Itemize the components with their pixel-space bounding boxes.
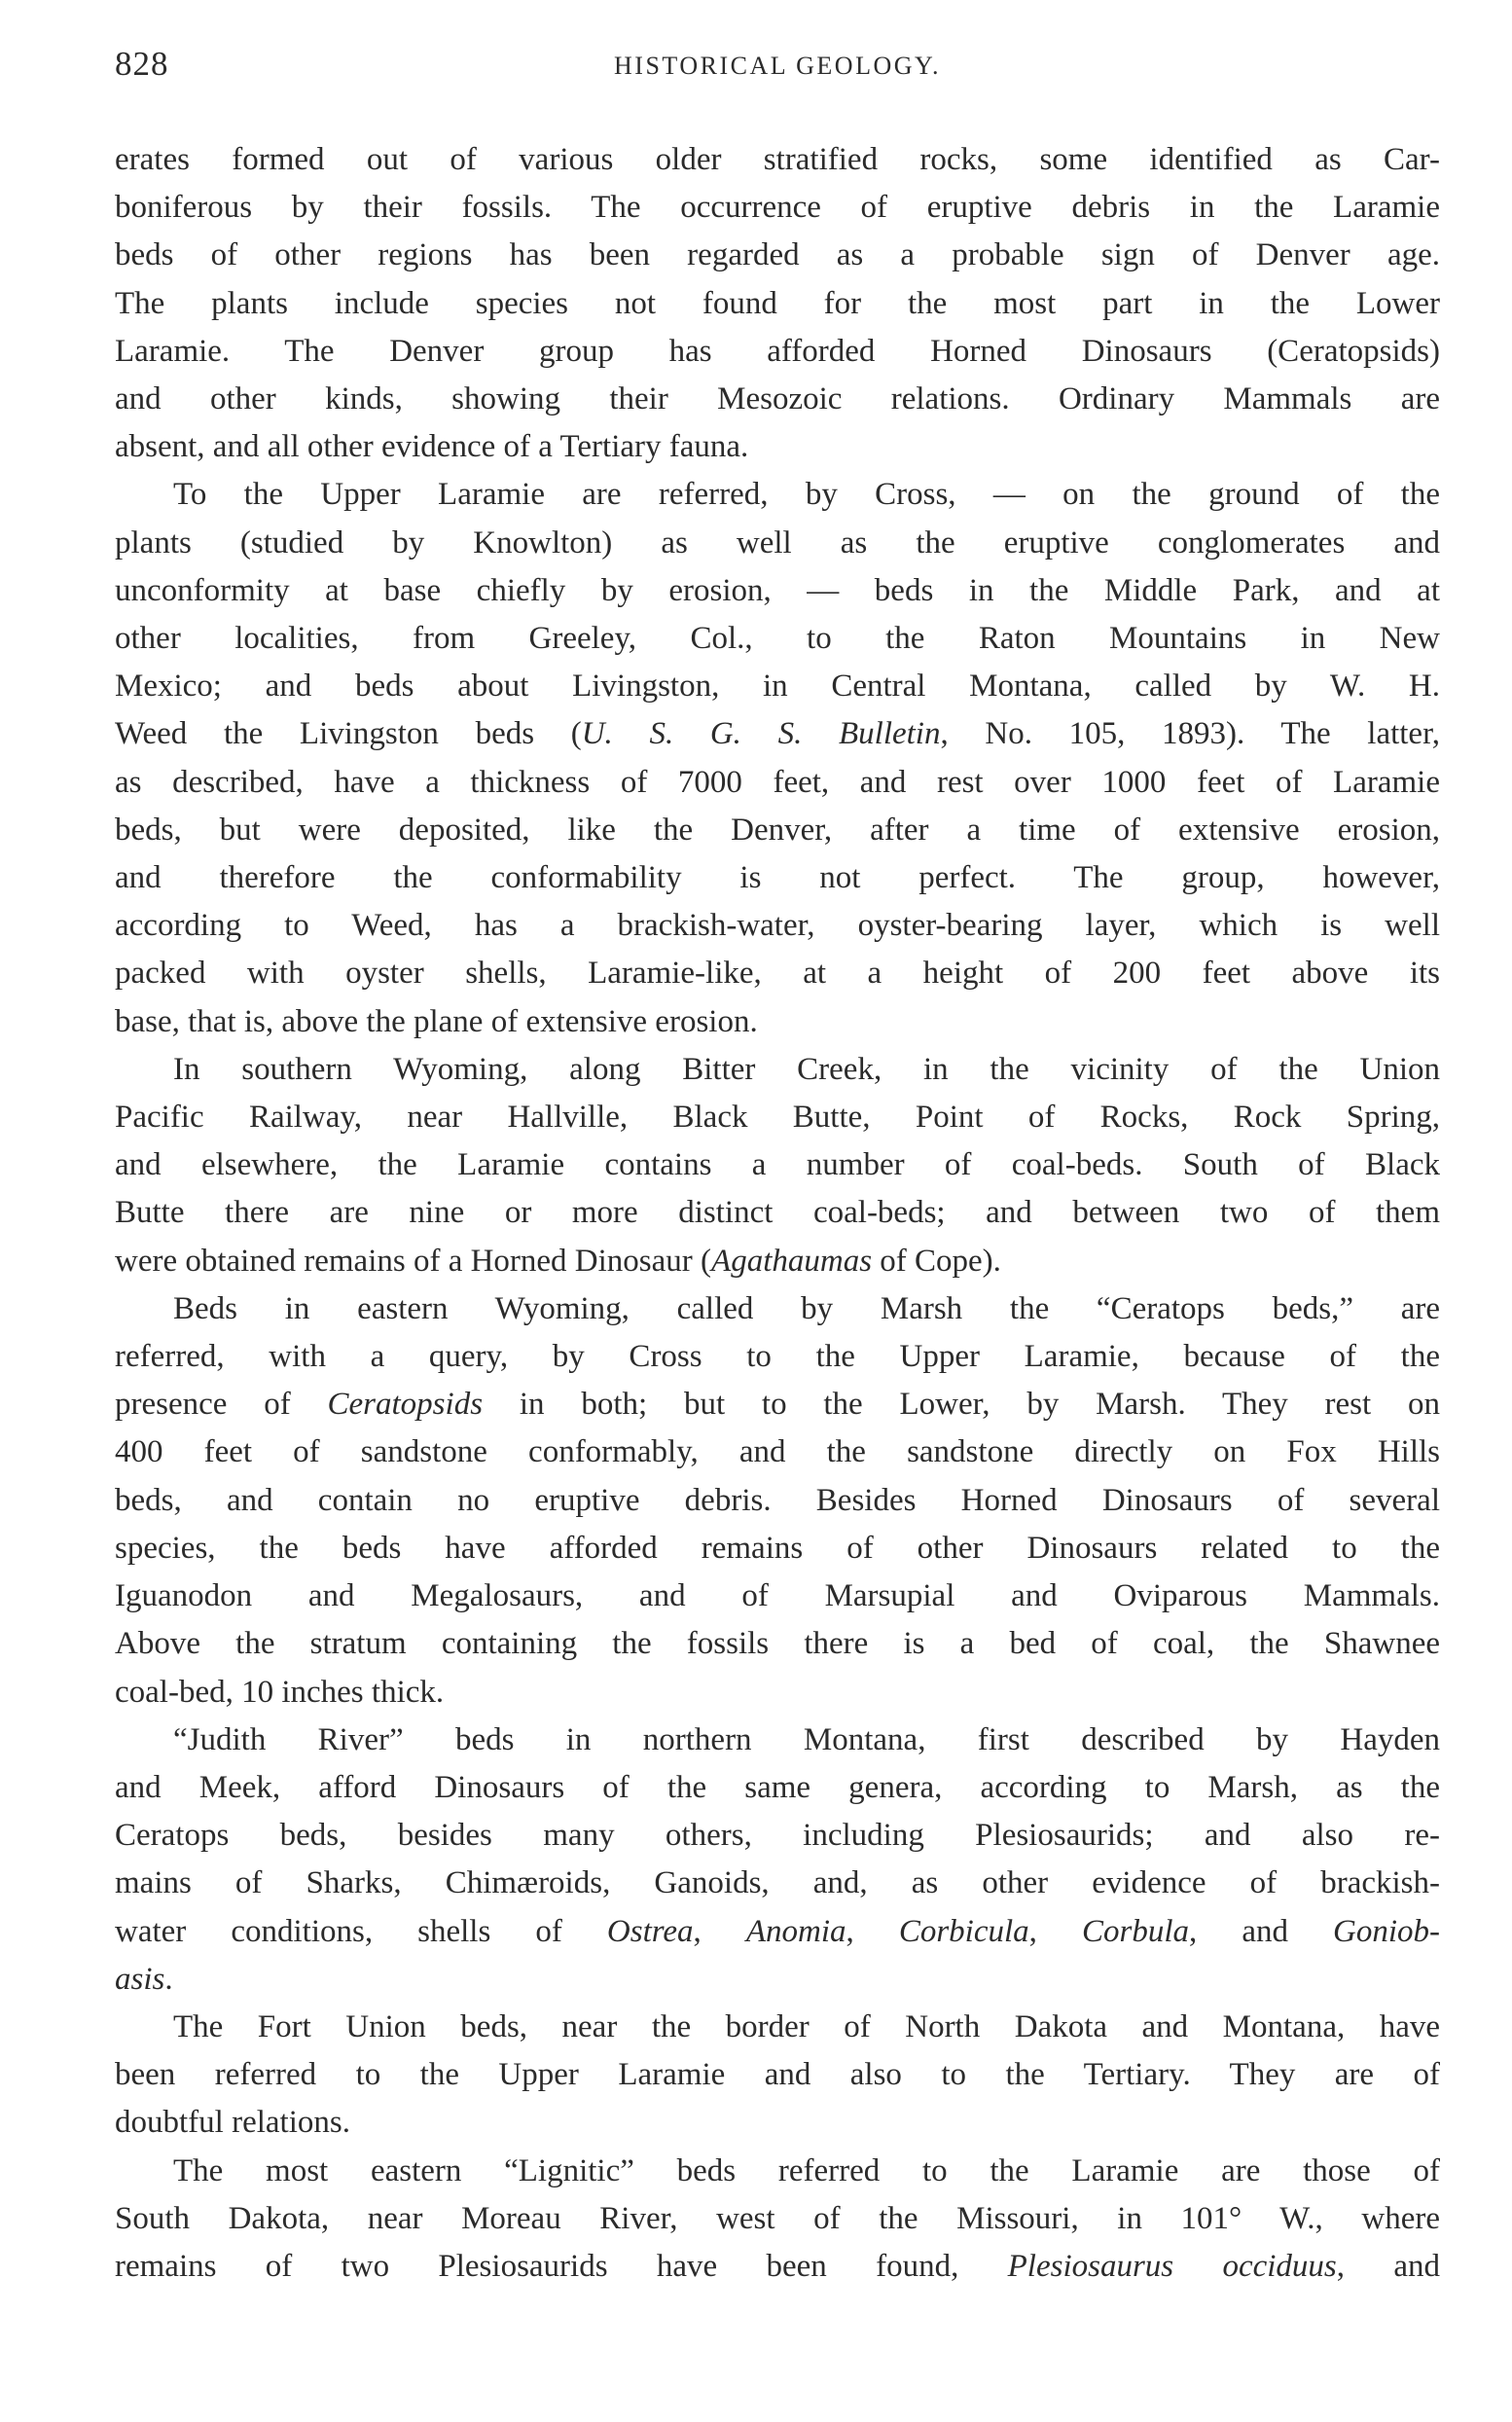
text-line: remains of two Plesiosaurids have been found, Plesiosaurus occiduus, and bbox=[115, 2248, 1440, 2284]
text-line: Iguanodon and Megalosaurs, and of Marsupial and Oviparous Mammals. bbox=[115, 1578, 1440, 1614]
text-line: The plants include species not found for the most part in the Lower bbox=[115, 285, 1440, 321]
text-line: were obtained remains of a Horned Dinosaur (Agathaumas of Cope). bbox=[115, 1243, 1001, 1279]
text-line: In southern Wyoming, along Bitter Creek, in the vicinity of the Union bbox=[173, 1051, 1440, 1087]
text-line: “Judith River” beds in northern Montana, first described by Hayden bbox=[173, 1721, 1440, 1757]
text-line: beds of other regions has been regarded as a probable sign of Denver age. bbox=[115, 237, 1440, 273]
text-line: beds, but were deposited, like the Denver, after a time of extensive erosion, bbox=[115, 812, 1440, 848]
running-title: HISTORICAL GEOLOGY. bbox=[614, 52, 941, 80]
text-line: base, that is, above the plane of extensive erosion. bbox=[115, 1003, 758, 1039]
text-line: unconformity at base chiefly by erosion, — beds in the Middle Park, and at bbox=[115, 572, 1440, 608]
text-line: Butte there are nine or more distinct coal-beds; and between two of them bbox=[115, 1195, 1440, 1231]
text-line: 400 feet of sandstone conformably, and the sandstone directly on Fox Hills bbox=[115, 1434, 1440, 1470]
text-line: boniferous by their fossils. The occurrence of eruptive debris in the Laramie bbox=[115, 190, 1440, 226]
text-line: water conditions, shells of Ostrea, Anomia, Corbicula, Corbula, and Goniob- bbox=[115, 1913, 1441, 1949]
running-head bbox=[115, 45, 1440, 93]
text-line: and elsewhere, the Laramie contains a number of coal-beds. South of Black bbox=[115, 1147, 1440, 1183]
text-line: Above the stratum containing the fossils there is a bed of coal, the Shawnee bbox=[115, 1626, 1440, 1662]
text-line: beds, and contain no eruptive debris. Besides Horned Dinosaurs of several bbox=[115, 1482, 1440, 1518]
paragraph bbox=[115, 471, 1440, 1045]
text-line: Beds in eastern Wyoming, called by Marsh the “Ceratops beds,” are bbox=[173, 1290, 1440, 1326]
text-line: plants (studied by Knowlton) as well as the eruptive conglomerates and bbox=[115, 524, 1440, 560]
text-line: and therefore the conformability is not perfect. The group, however, bbox=[115, 860, 1440, 896]
text-line: been referred to the Upper Laramie and also to the Tertiary. They are of bbox=[115, 2057, 1440, 2093]
text-line: To the Upper Laramie are referred, by Cross, — on the ground of the bbox=[173, 477, 1440, 513]
text-line: Weed the Livingston beds (U. S. G. S. Bulletin, No. 105, 1893). The latter, bbox=[115, 716, 1440, 752]
text-line: Laramie. The Denver group has afforded Horned Dinosaurs (Ceratopsids) bbox=[115, 333, 1440, 369]
text-line: and other kinds, showing their Mesozoic relations. Ordinary Mammals are bbox=[115, 381, 1440, 417]
page-number: 828 bbox=[115, 45, 169, 83]
text-line: erates formed out of various older stratified rocks, some identified as Car- bbox=[115, 142, 1440, 177]
text-line: other localities, from Greeley, Col., to the Raton Mountains in New bbox=[115, 621, 1440, 657]
text-line: according to Weed, has a brackish-water, oyster-bearing layer, which is well bbox=[115, 908, 1440, 944]
text-line: doubtful relations. bbox=[115, 2105, 350, 2141]
paragraph bbox=[115, 136, 1440, 471]
paragraph bbox=[115, 1717, 1440, 2004]
text-line: and Meek, afford Dinosaurs of the same genera, according to Marsh, as the bbox=[115, 1769, 1440, 1805]
text-line: packed with oyster shells, Laramie-like, at a height of 200 feet above its bbox=[115, 956, 1440, 992]
text-line: Ceratops beds, besides many others, including Plesiosaurids; and also re- bbox=[115, 1818, 1440, 1854]
text-line: referred, with a query, by Cross to the Upper Laramie, because of the bbox=[115, 1339, 1440, 1375]
paragraph bbox=[115, 2004, 1440, 2148]
text-line: Pacific Railway, near Hallville, Black Butte, Point of Rocks, Rock Spring, bbox=[115, 1100, 1440, 1136]
body-text bbox=[115, 136, 1440, 2291]
text-line: The most eastern “Lignitic” beds referred to the Laramie are those of bbox=[173, 2152, 1440, 2188]
paragraph bbox=[115, 1285, 1440, 1717]
text-line: mains of Sharks, Chimæroids, Ganoids, and, as other evidence of brackish- bbox=[115, 1865, 1440, 1901]
text-line: asis. bbox=[115, 1961, 173, 1997]
text-line: South Dakota, near Moreau River, west of the Missouri, in 101° W., where bbox=[115, 2200, 1440, 2236]
text-line: The Fort Union beds, near the border of North Dakota and Montana, have bbox=[173, 2008, 1440, 2044]
text-line: Mexico; and beds about Livingston, in Central Montana, called by W. H. bbox=[115, 669, 1440, 705]
text-line: species, the beds have afforded remains of other Dinosaurs related to the bbox=[115, 1530, 1440, 1566]
text-line: presence of Ceratopsids in both; but to the Lower, by Marsh. They rest on bbox=[115, 1387, 1440, 1423]
text-line: coal-bed, 10 inches thick. bbox=[115, 1674, 445, 1710]
paragraph bbox=[115, 1046, 1440, 1285]
text-line: as described, have a thickness of 7000 feet, and rest over 1000 feet of Laramie bbox=[115, 764, 1440, 800]
paragraph bbox=[115, 2148, 1440, 2292]
text-line: absent, and all other evidence of a Tertiary fauna. bbox=[115, 429, 749, 465]
